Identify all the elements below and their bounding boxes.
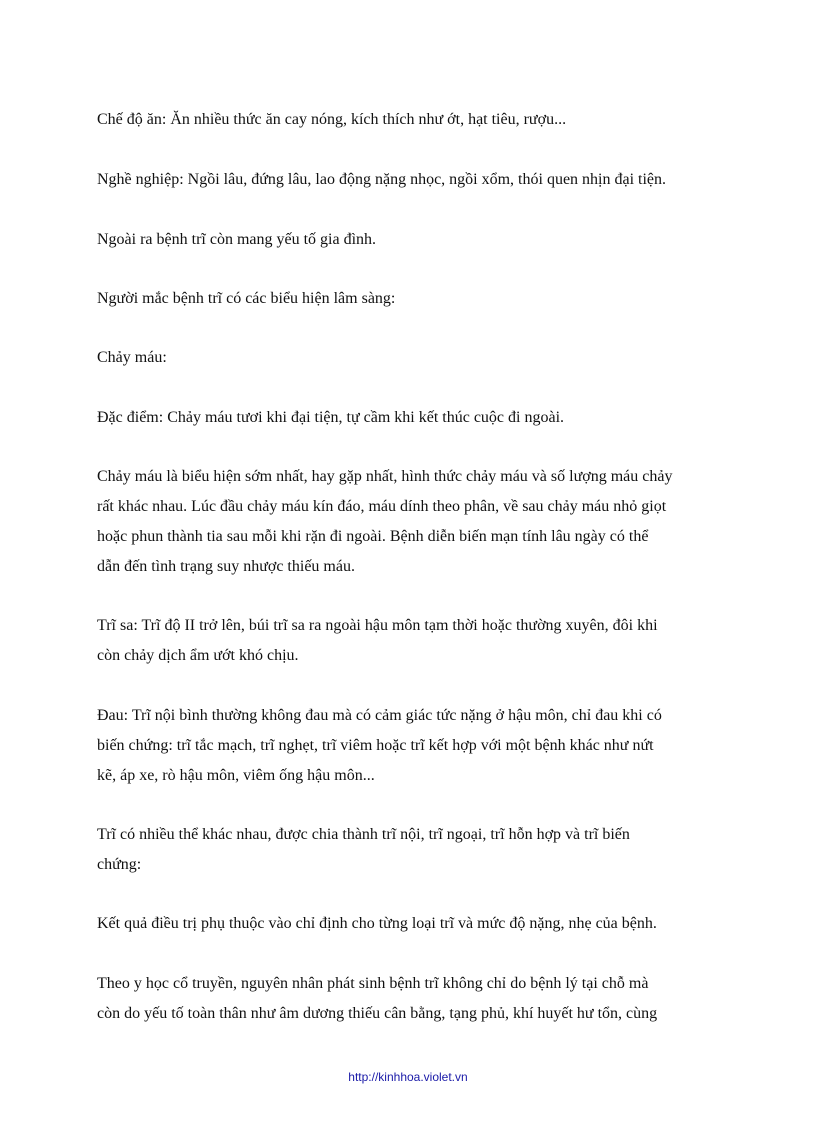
paragraph-bleeding-detail-line-1: Chảy máu là biểu hiện sớm nhất, hay gặp nhất, hình thức chảy máu và số lượng máu chảy	[97, 468, 673, 485]
paragraph-occupation-line-1: Nghề nghiệp: Ngồi lâu, đứng lâu, lao động nặng nhọc, ngồi xổm, thói quen nhịn đại tiện.	[97, 171, 667, 188]
paragraph-types-line-1: Trĩ có nhiều thể khác nhau, được chia thành trĩ nội, trĩ ngoại, trĩ hỗn hợp và trĩ biến	[97, 826, 630, 843]
paragraph-traditional-medicine-line-1: Theo y học cổ truyền, nguyên nhân phát sinh bệnh trĩ không chỉ do bệnh lý tại chỗ mà	[97, 975, 649, 992]
paragraph-bleeding-detail-line-2: rất khác nhau. Lúc đầu chảy máu kín đáo, máu dính theo phân, về sau chảy máu nhỏ giọt	[97, 498, 667, 515]
paragraph-prolapse-line-2: còn chảy dịch ẩm ướt khó chịu.	[97, 647, 299, 664]
paragraph-family-factor-line-1: Ngoài ra bệnh trĩ còn mang yếu tố gia đình.	[97, 231, 377, 248]
paragraph-bleeding-heading-line-1: Chảy máu:	[97, 349, 167, 366]
paragraph-clinical-signs-line-1: Người mắc bệnh trĩ có các biểu hiện lâm sàng:	[97, 290, 396, 307]
paragraph-treatment-result-line-1: Kết quả điều trị phụ thuộc vào chỉ định cho từng loại trĩ và mức độ nặng, nhẹ của bệnh.	[97, 915, 657, 932]
paragraph-prolapse-line-1: Trĩ sa: Trĩ độ II trở lên, búi trĩ sa ra ngoài hậu môn tạm thời hoặc thường xuyên, đôi khi	[97, 617, 658, 634]
paragraph-bleeding-detail-line-3: hoặc phun thành tia sau mỗi khi rặn đi ngoài. Bệnh diễn biến mạn tính lâu ngày có thể	[97, 528, 649, 545]
paragraph-characteristics-line-1: Đặc điểm: Chảy máu tươi khi đại tiện, tự cầm khi kết thúc cuộc đi ngoài.	[97, 409, 565, 426]
paragraph-traditional-medicine-line-2: còn do yếu tố toàn thân như âm dương thiếu cân bằng, tạng phủ, khí huyết hư tổn, cùng	[97, 1005, 658, 1022]
paragraph-types-line-2: chứng:	[97, 856, 142, 873]
footer-url-link[interactable]: http://kinhhoa.violet.vn	[348, 1070, 468, 1084]
paragraph-pain-line-2: biến chứng: trĩ tắc mạch, trĩ nghẹt, trĩ viêm hoặc trĩ kết hợp với một bệnh khác như nứt	[97, 737, 654, 754]
paragraph-diet-line-1: Chế độ ăn: Ăn nhiều thức ăn cay nóng, kích thích như ớt, hạt tiêu, rượu...	[97, 111, 567, 128]
paragraph-pain-line-3: kẽ, áp xe, rò hậu môn, viêm ống hậu môn...	[97, 767, 375, 784]
paragraph-bleeding-detail-line-4: dẫn đến tình trạng suy nhược thiếu máu.	[97, 558, 355, 575]
paragraph-pain-line-1: Đau: Trĩ nội bình thường không đau mà có cảm giác tức nặng ở hậu môn, chỉ đau khi có	[97, 707, 662, 724]
